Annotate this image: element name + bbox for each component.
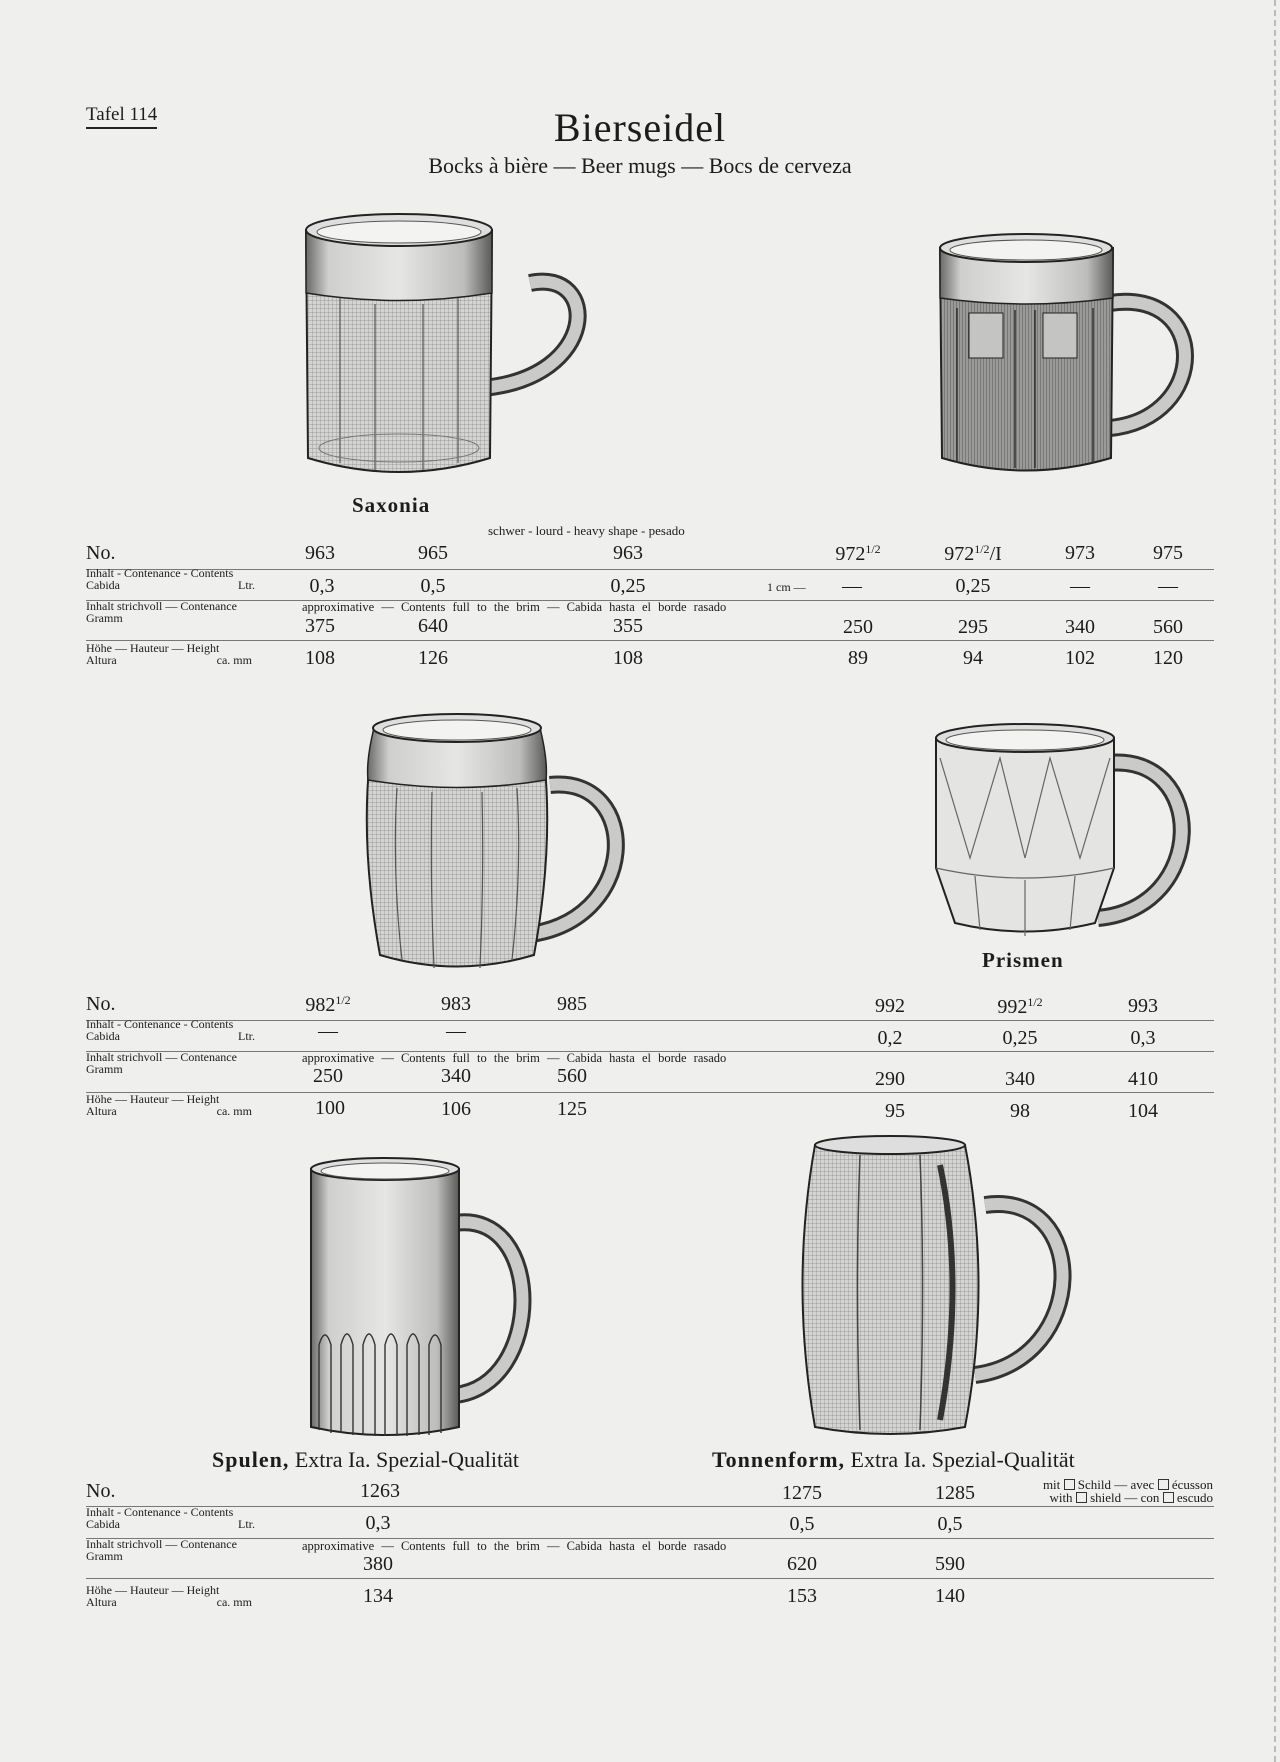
- checkbox-icon: [1064, 1479, 1075, 1490]
- gramm-value: 340: [1005, 1068, 1035, 1090]
- table-rule: [86, 640, 1214, 641]
- contents-value: 0,3: [365, 1512, 391, 1534]
- height-value: 108: [305, 647, 335, 669]
- mug-saxonia-illustration: [300, 208, 600, 483]
- section-name-tonnenform: Tonnenform, Extra Ia. Spezial-Qualität: [712, 1447, 1075, 1472]
- height-value: 89: [848, 647, 868, 669]
- no-value: 993: [1128, 995, 1158, 1017]
- row-label-contents: Inhalt - Contenance - Contents Cabida Ltr.: [86, 1505, 255, 1531]
- checkbox-icon: [1158, 1479, 1169, 1490]
- height-value: 102: [1065, 647, 1095, 669]
- section-name-prismen: Prismen: [982, 948, 1064, 972]
- row-label-gramm: Inhalt strichvoll — Contenance Gramm: [86, 1537, 237, 1563]
- height-value: 95: [885, 1100, 905, 1122]
- mug-972-illustration: [935, 228, 1235, 488]
- mug-spulen-illustration: [305, 1155, 555, 1445]
- one-cm-note: 1 cm —: [767, 580, 806, 594]
- height-value: 134: [363, 1585, 393, 1607]
- height-value: 126: [418, 647, 448, 669]
- height-value: 153: [787, 1585, 817, 1607]
- brim-note: approximative — Contents full to the brim — Cabida hasta el borde rasado: [302, 1539, 727, 1553]
- gramm-value: 375: [305, 615, 335, 637]
- table-rule: [86, 1578, 1214, 1579]
- page-subtitle: Bocks à bière — Beer mugs — Bocs de cerveza: [428, 153, 852, 178]
- no-value: 985: [557, 993, 587, 1015]
- row-label-height: Höhe — Hauteur — Height Altura ca. mm: [86, 1092, 252, 1118]
- mug-prismen-illustration: [930, 718, 1230, 943]
- no-value: 963: [613, 542, 643, 564]
- brim-note: approximative — Contents full to the brim — Cabida hasta el borde rasado: [302, 600, 727, 614]
- height-value: 120: [1153, 647, 1183, 669]
- contents-value: —: [318, 1020, 338, 1042]
- no-value-fraction: $972^{1/2}$: [835, 542, 881, 565]
- brim-note: approximative — Contents full to the brim — Cabida hasta el borde rasado: [302, 1051, 727, 1065]
- checkbox-icon: [1076, 1492, 1087, 1503]
- table-rule: [86, 1020, 1214, 1021]
- table-rule: [86, 1092, 1214, 1093]
- row-label-height: Höhe — Hauteur — Height Altura ca. mm: [86, 641, 252, 667]
- height-value: 98: [1010, 1100, 1030, 1122]
- gramm-value: 590: [935, 1553, 965, 1575]
- row-label-no: No.: [86, 542, 116, 564]
- height-value: 100: [315, 1097, 345, 1119]
- no-value: 992: [875, 995, 905, 1017]
- no-value: 983: [441, 993, 471, 1015]
- gramm-value: 560: [557, 1065, 587, 1087]
- row-label-contents: Inhalt - Contenance - Contents Cabida Ltr.: [86, 1017, 255, 1043]
- height-value: 108: [613, 647, 643, 669]
- contents-value: —: [1070, 575, 1090, 597]
- contents-value: —: [446, 1020, 466, 1042]
- contents-value: 0,5: [937, 1513, 963, 1535]
- contents-value: 0,2: [877, 1027, 903, 1049]
- page-edge: [1273, 0, 1276, 1762]
- gramm-value: 290: [875, 1068, 905, 1090]
- shield-note: mit Schild — avec écusson with shield — con escudo: [1042, 1477, 1213, 1505]
- mug-982-illustration: [352, 710, 652, 985]
- section-name-spulen: Spulen, Extra Ia. Spezial-Qualität: [212, 1447, 520, 1472]
- contents-value: —: [842, 575, 862, 597]
- height-value: 140: [935, 1585, 965, 1607]
- row-label-contents: Inhalt - Contenance - Contents Cabida Ltr.: [86, 566, 255, 592]
- no-value: 1275: [782, 1482, 822, 1504]
- row-label-gramm: Inhalt strichvoll — Contenance Gramm: [86, 1050, 237, 1076]
- gramm-value: 410: [1128, 1068, 1158, 1090]
- table-rule: [86, 1506, 1214, 1507]
- contents-value: 0,25: [955, 575, 991, 597]
- checkbox-icon: [1163, 1492, 1174, 1503]
- gramm-value: 250: [313, 1065, 343, 1087]
- gramm-value: 380: [363, 1553, 393, 1575]
- no-value-fraction: $992^{1/2}$: [997, 995, 1043, 1018]
- no-value: 973: [1065, 542, 1095, 564]
- row-label-no: No.: [86, 1480, 116, 1502]
- row-label-height: Höhe — Hauteur — Height Altura ca. mm: [86, 1583, 252, 1609]
- height-value: 125: [557, 1098, 587, 1120]
- no-value-fraction: $982^{1/2}$: [305, 993, 351, 1016]
- section-name-saxonia: Saxonia: [352, 493, 431, 517]
- gramm-value: 560: [1153, 616, 1183, 638]
- height-value: 104: [1128, 1100, 1158, 1122]
- gramm-value: 250: [843, 616, 873, 638]
- no-value-fraction: $972^{1/2}/I$: [944, 542, 1002, 565]
- no-value: 1285: [935, 1482, 975, 1504]
- gramm-value: 640: [418, 615, 448, 637]
- gramm-value: 340: [441, 1065, 471, 1087]
- no-value: 1263: [360, 1480, 400, 1502]
- contents-value: 0,3: [309, 575, 335, 597]
- no-value: 963: [305, 542, 335, 564]
- plate-number: Tafel 114: [86, 104, 157, 129]
- contents-value: —: [1158, 575, 1178, 597]
- page-title: Bierseidel: [553, 105, 727, 150]
- contents-value: 0,5: [420, 575, 446, 597]
- contents-value: 0,25: [610, 575, 646, 597]
- contents-value: 0,25: [1002, 1027, 1038, 1049]
- contents-value: 0,5: [789, 1513, 815, 1535]
- gramm-value: 620: [787, 1553, 817, 1575]
- height-value: 94: [963, 647, 983, 669]
- row-label-no: No.: [86, 993, 116, 1015]
- heavy-shape-note: schwer - lourd - heavy shape - pesado: [488, 523, 685, 538]
- no-value: 975: [1153, 542, 1183, 564]
- row-label-gramm: Inhalt strichvoll — Contenance Gramm: [86, 599, 237, 625]
- gramm-value: 355: [613, 615, 643, 637]
- mug-tonnenform-illustration: [800, 1135, 1100, 1445]
- no-value: 965: [418, 542, 448, 564]
- gramm-value: 295: [958, 616, 988, 638]
- height-value: 106: [441, 1098, 471, 1120]
- table-rule: [86, 569, 1214, 570]
- gramm-value: 340: [1065, 616, 1095, 638]
- contents-value: 0,3: [1130, 1027, 1156, 1049]
